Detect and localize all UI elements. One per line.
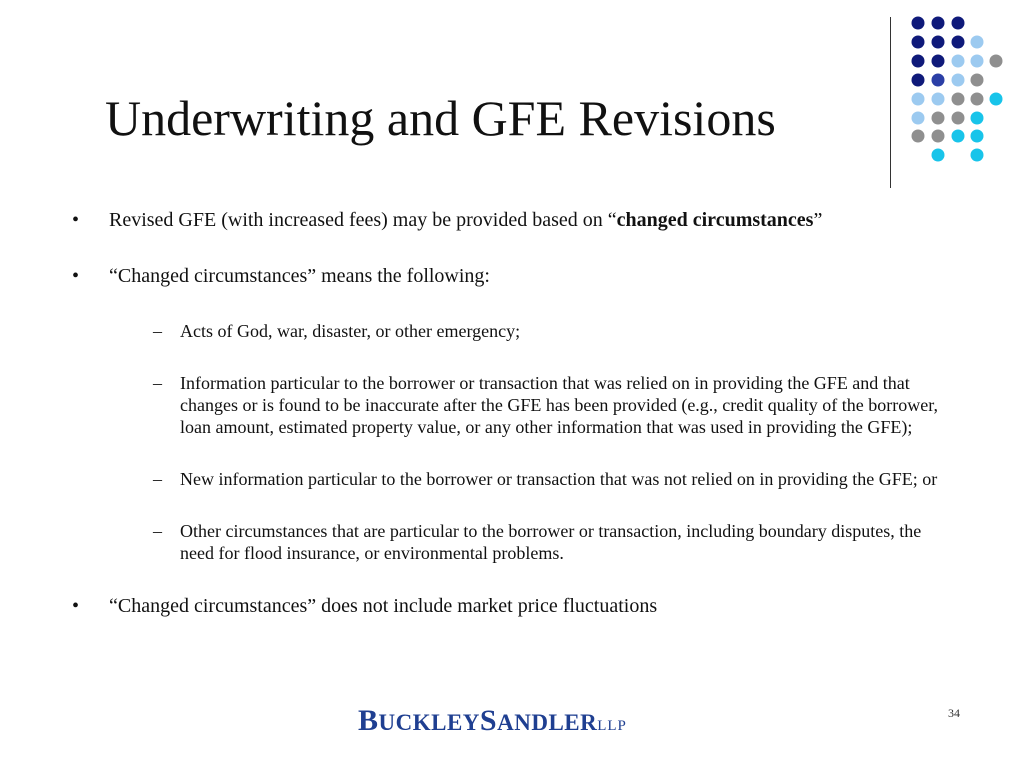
dot — [912, 36, 925, 49]
sub-bullet-new-information — [153, 468, 942, 490]
dot — [932, 74, 945, 87]
dot — [952, 74, 965, 87]
dash-symbol: – — [153, 469, 162, 489]
dot — [912, 74, 925, 87]
bullet-text-end: ” — [813, 209, 823, 231]
dot — [952, 112, 965, 125]
dash-symbol: – — [153, 321, 162, 341]
dot — [932, 36, 945, 49]
dot — [971, 36, 984, 49]
buckley-sandler-logo: BUCKLEYSANDLERLLP — [358, 704, 627, 737]
dot — [912, 93, 925, 106]
bullet-text: Revised GFE (with increased fees) may be provided based on “ — [109, 209, 617, 231]
dot — [932, 149, 945, 162]
dot — [932, 112, 945, 125]
dash-symbol: – — [153, 373, 162, 393]
sub-bullet-text: Other circumstances that are particular to the borrower or transaction, including boundary disputes, the need for flood insurance, or environmental problems. — [180, 521, 922, 563]
dot — [932, 130, 945, 143]
bullet-changed-circumstances-definition — [72, 264, 942, 288]
dot — [971, 130, 984, 143]
bullet-market-price-exclusion — [72, 594, 942, 618]
bullet-text: “Changed circumstances” means the following: — [109, 265, 490, 287]
bullet-text: “Changed circumstances” does not include market price fluctuations — [109, 595, 658, 617]
sub-bullet-other-circumstances — [153, 520, 942, 564]
sub-bullet-text: Information particular to the borrower or transaction that was relied on in providing the GFE and that changes or is found to be inaccurate after the GFE has been provided (e.g., credit quality of the borrower, loan amount, estimated property value, or any other information that was used in providing the GFE); — [180, 373, 939, 437]
dot — [952, 130, 965, 143]
dot — [932, 93, 945, 106]
dot — [971, 74, 984, 87]
slide-body — [72, 208, 942, 618]
dot — [952, 17, 965, 30]
title-divider-line — [890, 17, 891, 188]
dot — [971, 149, 984, 162]
dot — [971, 55, 984, 68]
dot — [952, 93, 965, 106]
bullet-symbol: • — [72, 595, 80, 617]
dot — [971, 93, 984, 106]
sub-bullet-text: New information particular to the borrower or transaction that was not relied on in providing the GFE; or — [180, 469, 938, 489]
dot — [912, 17, 925, 30]
bullet-bold-text: changed circumstances — [616, 209, 814, 231]
dot — [952, 36, 965, 49]
dash-symbol: – — [153, 521, 162, 541]
dot — [912, 112, 925, 125]
dot — [932, 55, 945, 68]
dot — [990, 55, 1003, 68]
decorative-dot-grid — [905, 10, 1015, 170]
sub-bullet-acts-of-god — [153, 320, 942, 342]
dot — [990, 93, 1003, 106]
bullet-symbol: • — [72, 265, 80, 287]
sub-bullet-information-particular — [153, 372, 942, 438]
bullet-revised-gfe — [72, 208, 942, 232]
dot — [912, 55, 925, 68]
bullet-symbol: • — [72, 209, 80, 231]
page-number: 34 — [948, 706, 960, 720]
dot — [952, 55, 965, 68]
dot — [912, 130, 925, 143]
sub-bullet-text: Acts of God, war, disaster, or other emergency; — [180, 321, 521, 341]
dot — [932, 17, 945, 30]
dot — [971, 112, 984, 125]
slide-title: Underwriting and GFE Revisions — [105, 90, 776, 146]
